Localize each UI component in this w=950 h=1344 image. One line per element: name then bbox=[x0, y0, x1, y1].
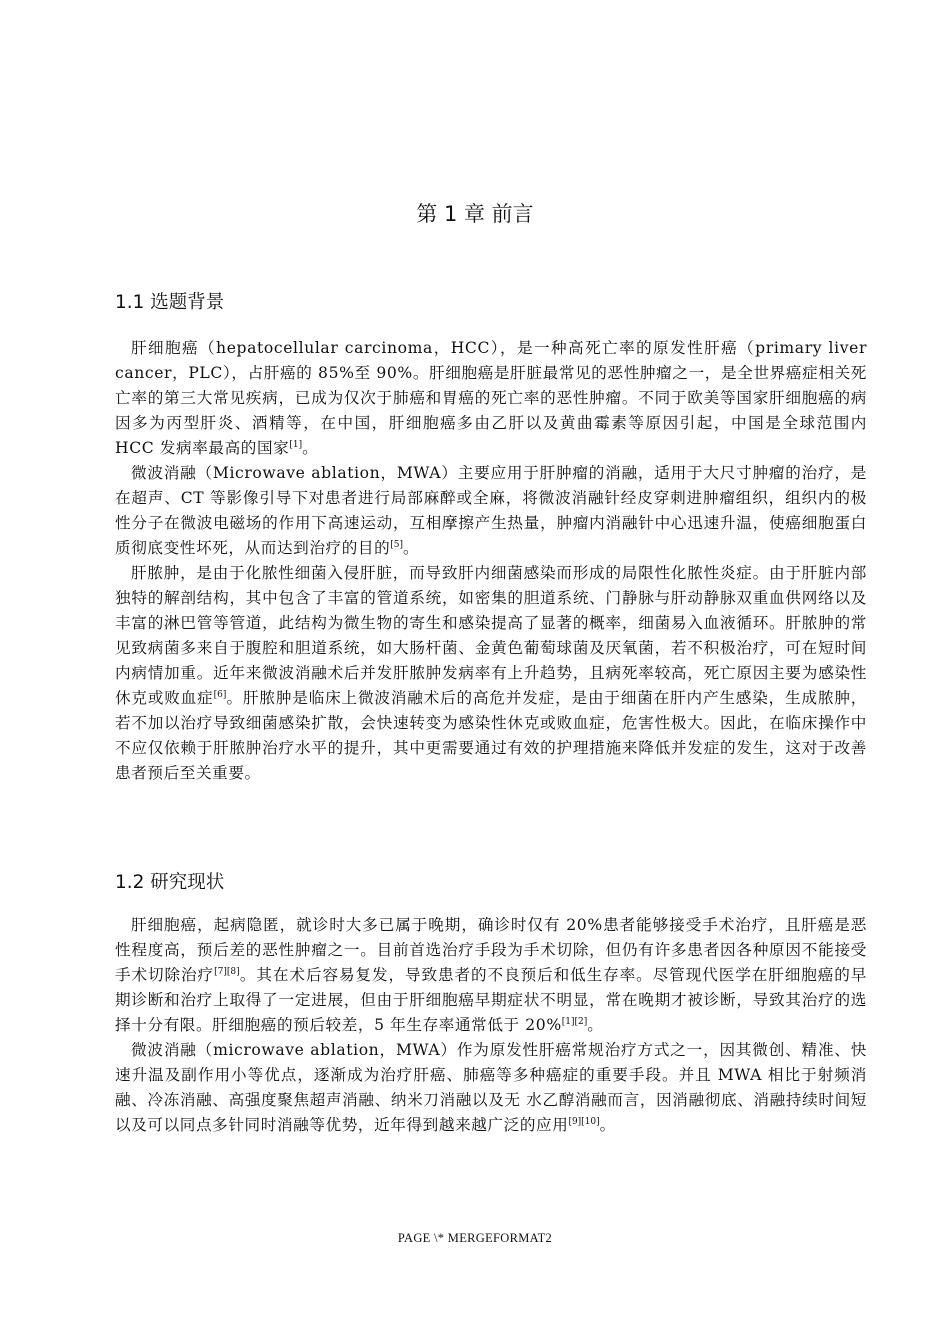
citation-ref: [6] bbox=[213, 690, 227, 700]
paragraph-text: 。肝脓肿是临床上微波消融术后的高危并发症，是由于细菌在肝内产生感染，生成脓肿，若不加以治疗导致细菌感染扩散，会快速转变为感染性休克或败血症，危害性极大。因此，在临床操作中不应仅依赖于肝脓肿治疗水平的提升，其中更需要通过有效的护理措施来降低并发症的发生，这对于改善患者预后至关重要。 bbox=[115, 689, 867, 782]
citation-ref: [9][10] bbox=[568, 1117, 600, 1127]
paragraph-text: 。 bbox=[302, 439, 319, 457]
paragraph bbox=[115, 1038, 867, 1138]
paragraph-text: 。 bbox=[587, 1016, 604, 1034]
paragraph-text: 微波消融（Microwave ablation，MWA）主要应用于肝肿瘤的消融，适用于大尺寸肿瘤的治疗，是在超声、CT 等影像引导下对患者进行局部麻醉或全麻，将微波消融针经皮穿刺进肿瘤组织，组织内的极性分子在微波电磁场的作用下高速运动，互相摩擦产生热量，肿瘤内消融针中心迅速升温，使癌细胞蛋白质彻底变性坏死，从而达到治疗的目的 bbox=[115, 464, 867, 557]
paragraph-text: 肝细胞癌，起病隐匿，就诊时大多已属于晚期，确诊时仅有 20%患者能够接受手术治疗，且肝癌是恶性程度高，预后差的恶性肿瘤之一。目前首选治疗手段为手术切除，但仍有许多患者因各种原因不能接受手术切除治疗 bbox=[115, 916, 867, 984]
citation-ref: [5] bbox=[390, 540, 404, 550]
paragraph-text: 微波消融（microwave ablation，MWA）作为原发性肝癌常规治疗方式之一，因其微创、精准、快速升温及副作用小等优点，逐渐成为治疗肝癌、肺癌等多种癌症的重要手段。并且 MWA 相比于射频消融、冷冻消融、高强度聚焦超声消融、纳米刀消融以及无 水乙醇消融而言，因消融彻底、消融持续时间短以及可以同点多针同时消融等优势，近年得到越来越广泛的应用 bbox=[115, 1041, 867, 1134]
section-title-status: 1.2 研究现状 bbox=[115, 872, 225, 893]
paragraph-text: 肝细胞癌（hepatocellular carcinoma，HCC），是一种高死亡率的原发性肝癌（primary liver cancer，PLC），占肝癌的 85%至 90%。肝细胞癌是肝脏最常见的恶性肿瘤之一，是全世界癌症相关死亡率的第三大常见疾病，已成为仅次于肺癌和胃癌的死亡率的恶性肿瘤。不同于欧美等国家肝细胞癌的病因多为丙型肝炎、酒精等，在中国，肝细胞癌多由乙肝以及黄曲霉素等原因引起，中国是全球范围内 HCC 发病率最高的国家 bbox=[115, 339, 867, 457]
section-title-background: 1.1 选题背景 bbox=[115, 292, 225, 313]
paragraph bbox=[115, 336, 867, 461]
citation-ref: [7][8] bbox=[214, 967, 240, 977]
page-footer: PAGE \* MERGEFORMAT2 bbox=[397, 1231, 553, 1245]
paragraph-text: 肝脓肿，是由于化脓性细菌入侵肝脏，而导致肝内细菌感染而形成的局限性化脓性炎症。由于肝脏内部独特的解剖结构，其中包含了丰富的管道系统，如密集的胆道系统、门静脉与肝动静脉双重血供网络以及丰富的淋巴管等管道，此结构为微生物的寄生和感染提高了显著的概率，细菌易入血液循环。肝脓肿的常见致病菌多来自于腹腔和胆道系统，如大肠杆菌、金黄色葡萄球菌及厌氧菌，若不积极治疗，可在短时间内病情加重。近年来微波消融术后并发肝脓肿发病率有上升趋势，且病死率较高，死亡原因主要为感染性休克或败血症 bbox=[115, 564, 867, 707]
section-body-status bbox=[115, 913, 867, 1138]
citation-ref: [1][2] bbox=[561, 1017, 588, 1027]
paragraph bbox=[115, 561, 867, 786]
paragraph-text: 。 bbox=[403, 539, 420, 557]
paragraph bbox=[115, 913, 867, 1038]
paragraph-text: 。 bbox=[599, 1116, 616, 1134]
paragraph-text: 。其在术后容易复发，导致患者的不良预后和低生存率。尽管现代医学在肝细胞癌的早期诊断和治疗上取得了一定进展，但由于肝细胞癌早期症状不明显，常在晚期才被诊断，导致其治疗的选择十分有限。肝细胞癌的预后较差，5 年生存率通常低于 20% bbox=[115, 966, 867, 1034]
section-body-background bbox=[115, 336, 867, 786]
chapter-title: 第 1 章 前言 bbox=[416, 202, 534, 226]
paragraph bbox=[115, 461, 867, 561]
citation-ref: [1] bbox=[289, 440, 303, 450]
